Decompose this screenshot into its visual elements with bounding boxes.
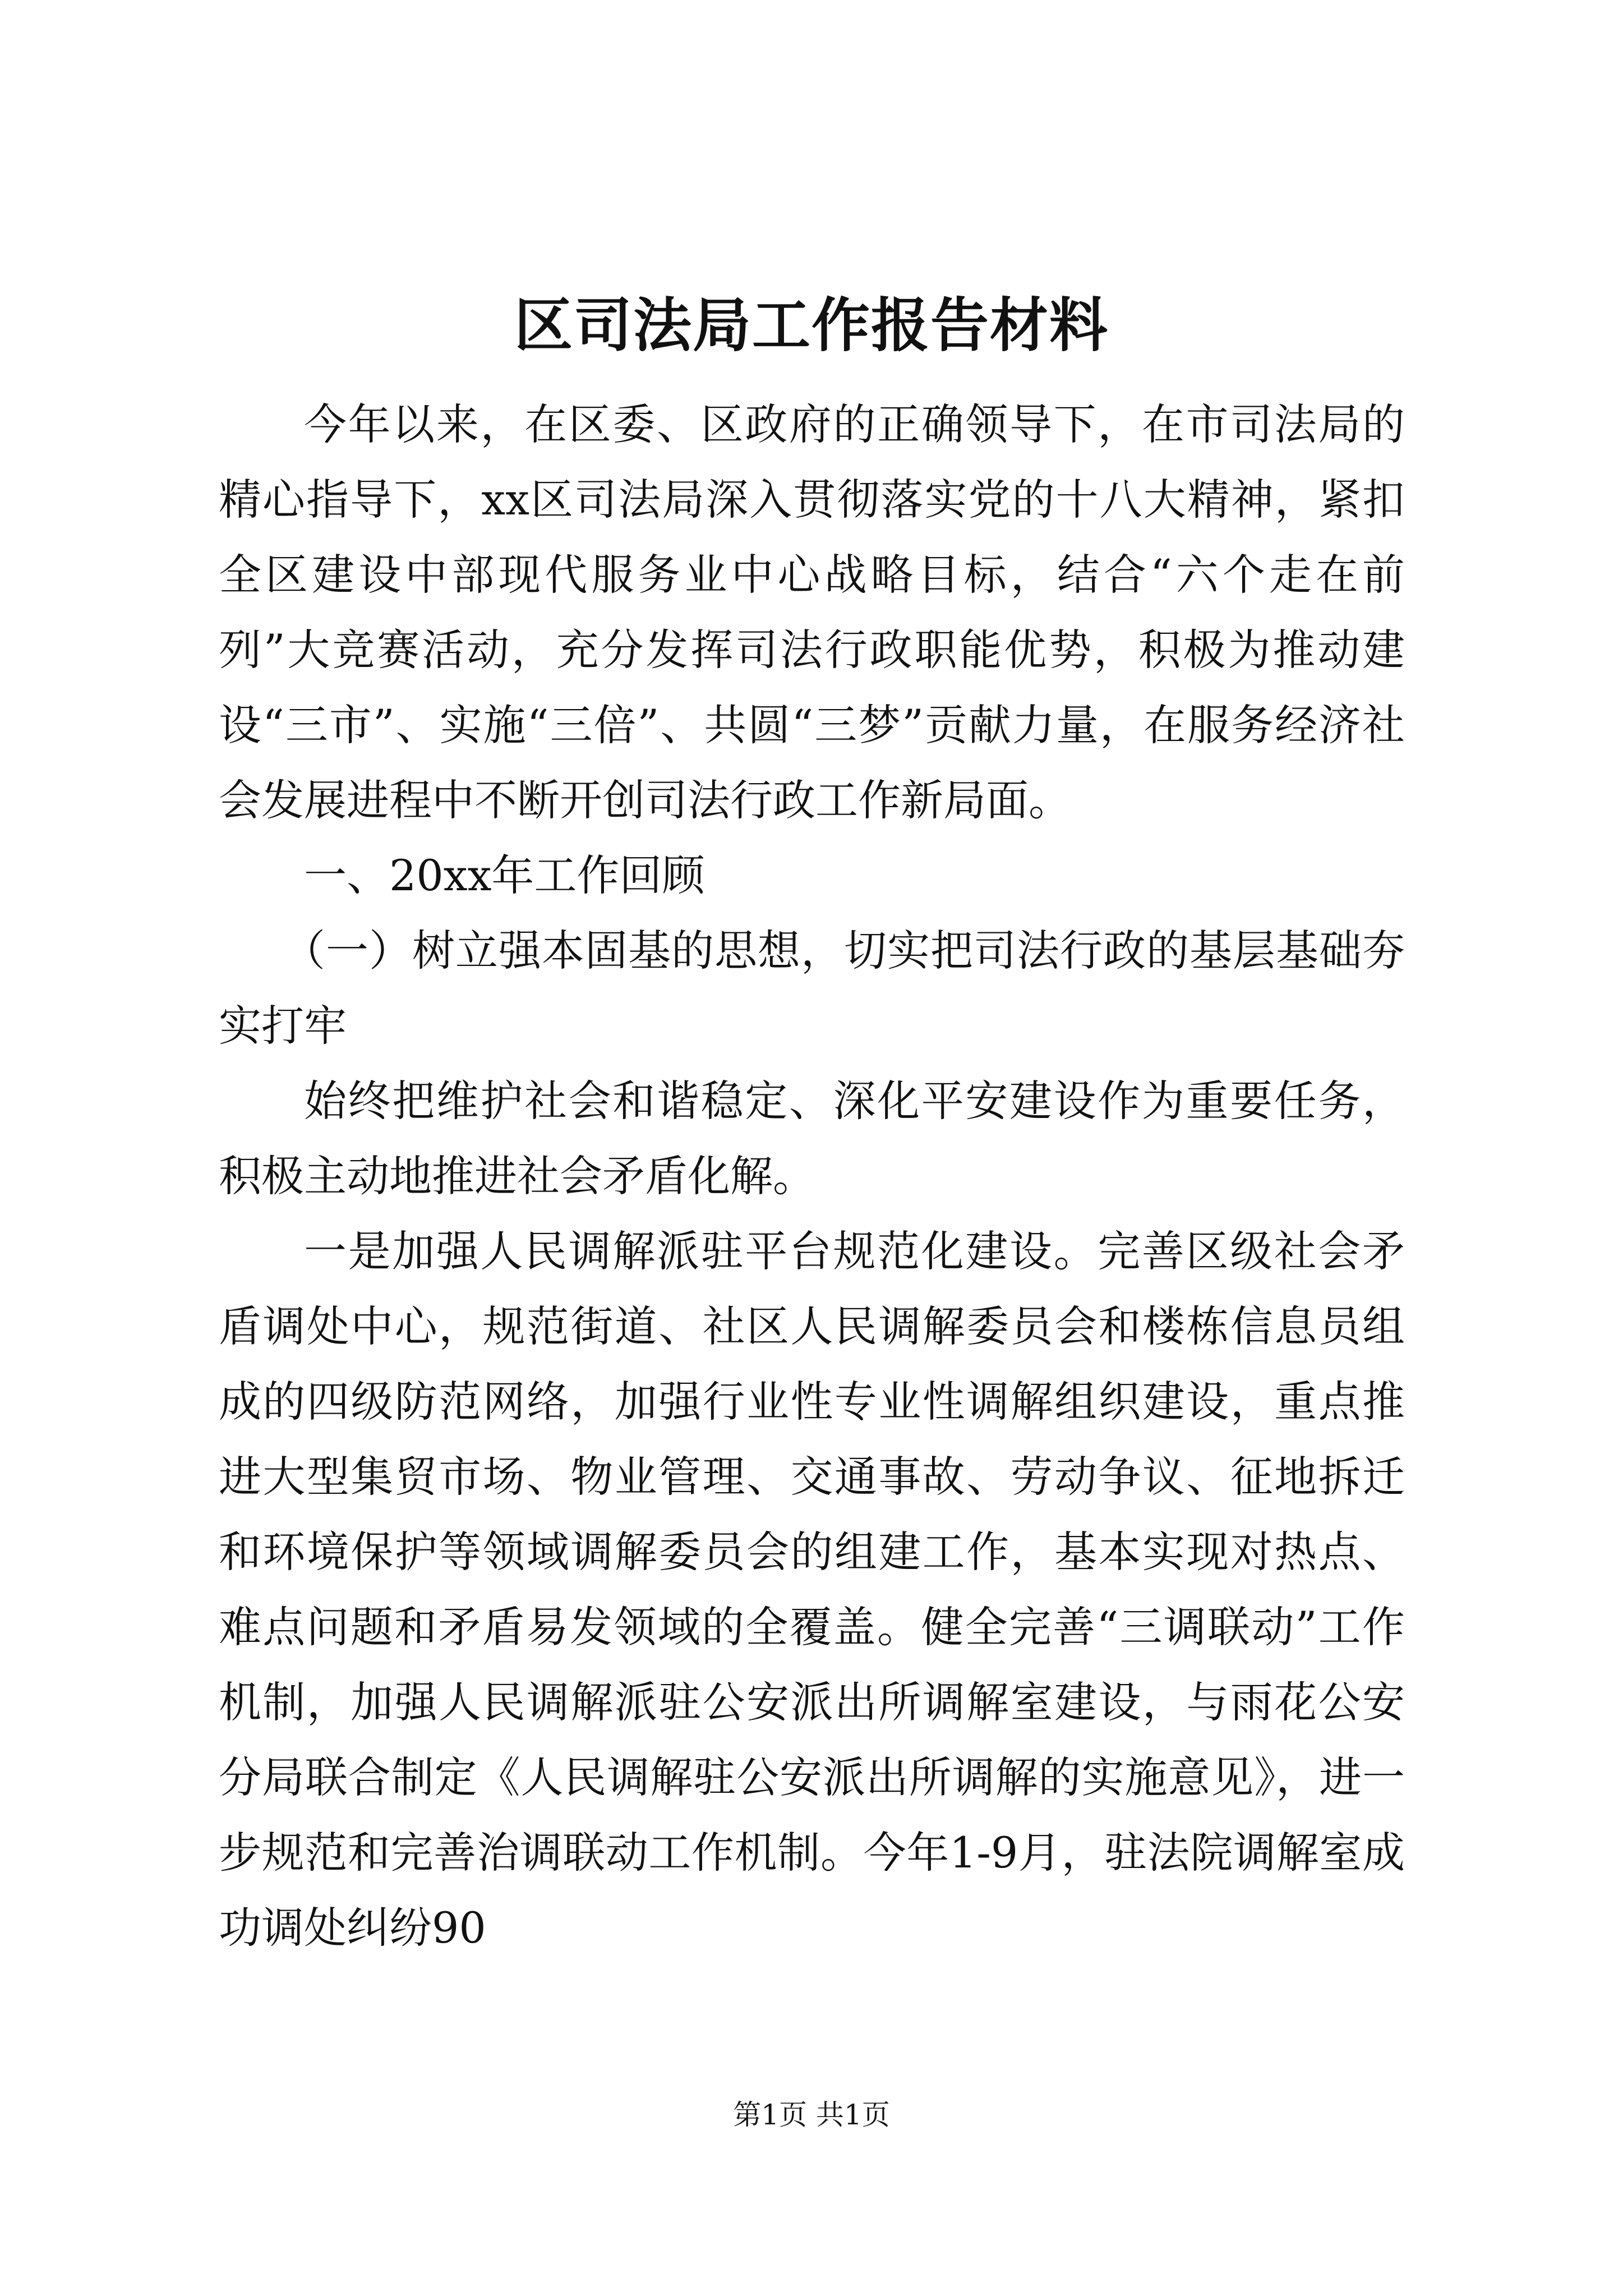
- paragraph-mediation: 一是加强人民调解派驻平台规范化建设。完善区级社会矛盾调处中心，规范街道、社区人民调解委员会和楼栋信息员组成的四级防范网络，加强行业性专业性调解组织建设，重点推进大型集贸市场、物业管理、交通事故、劳动争议、征地拆迁和环境保护等领域调解委员会的组建工作，基本实现对热点、难点问题和矛盾易发领域的全覆盖。健全完善“三调联动”工作机制，加强人民调解派驻公安派出所调解室建设，与雨花公安分局联合制定《人民调解驻公安派出所调解的实施意见》，进一步规范和完善治调联动工作机制。今年1-9月，驻法院调解室成功调处纠纷90: [219, 1226, 1405, 1953]
- paragraph-intro: 今年以来，在区委、区政府的正确领导下，在市司法局的精心指导下，xx区司法局深入贯彻落实党的十八大精神，紧扣全区建设中部现代服务业中心战略目标，结合“六个走在前列”大竞赛活动，充分发挥司法行政职能优势，积极为推动建设“三市”、实施“三倍”、共圆“三梦”贡献力量，在服务经济社会发展进程中不断开创司法行政工作新局面。: [219, 399, 1405, 825]
- page-footer: 第1页 共1页: [733, 2099, 890, 2131]
- section-heading-review: 一、20xx年工作回顾: [304, 850, 705, 900]
- document-title: 区司法局工作报告材料: [514, 291, 1109, 360]
- paragraph-stability: 始终把维护社会和谐稳定、深化平安建设作为重要任务，积极主动地推进社会矛盾化解。: [219, 1076, 1405, 1201]
- document-body: [219, 387, 1405, 1966]
- subsection-heading-1: （一）树立强本固基的思想，切实把司法行政的基层基础夯实打牢: [219, 926, 1405, 1051]
